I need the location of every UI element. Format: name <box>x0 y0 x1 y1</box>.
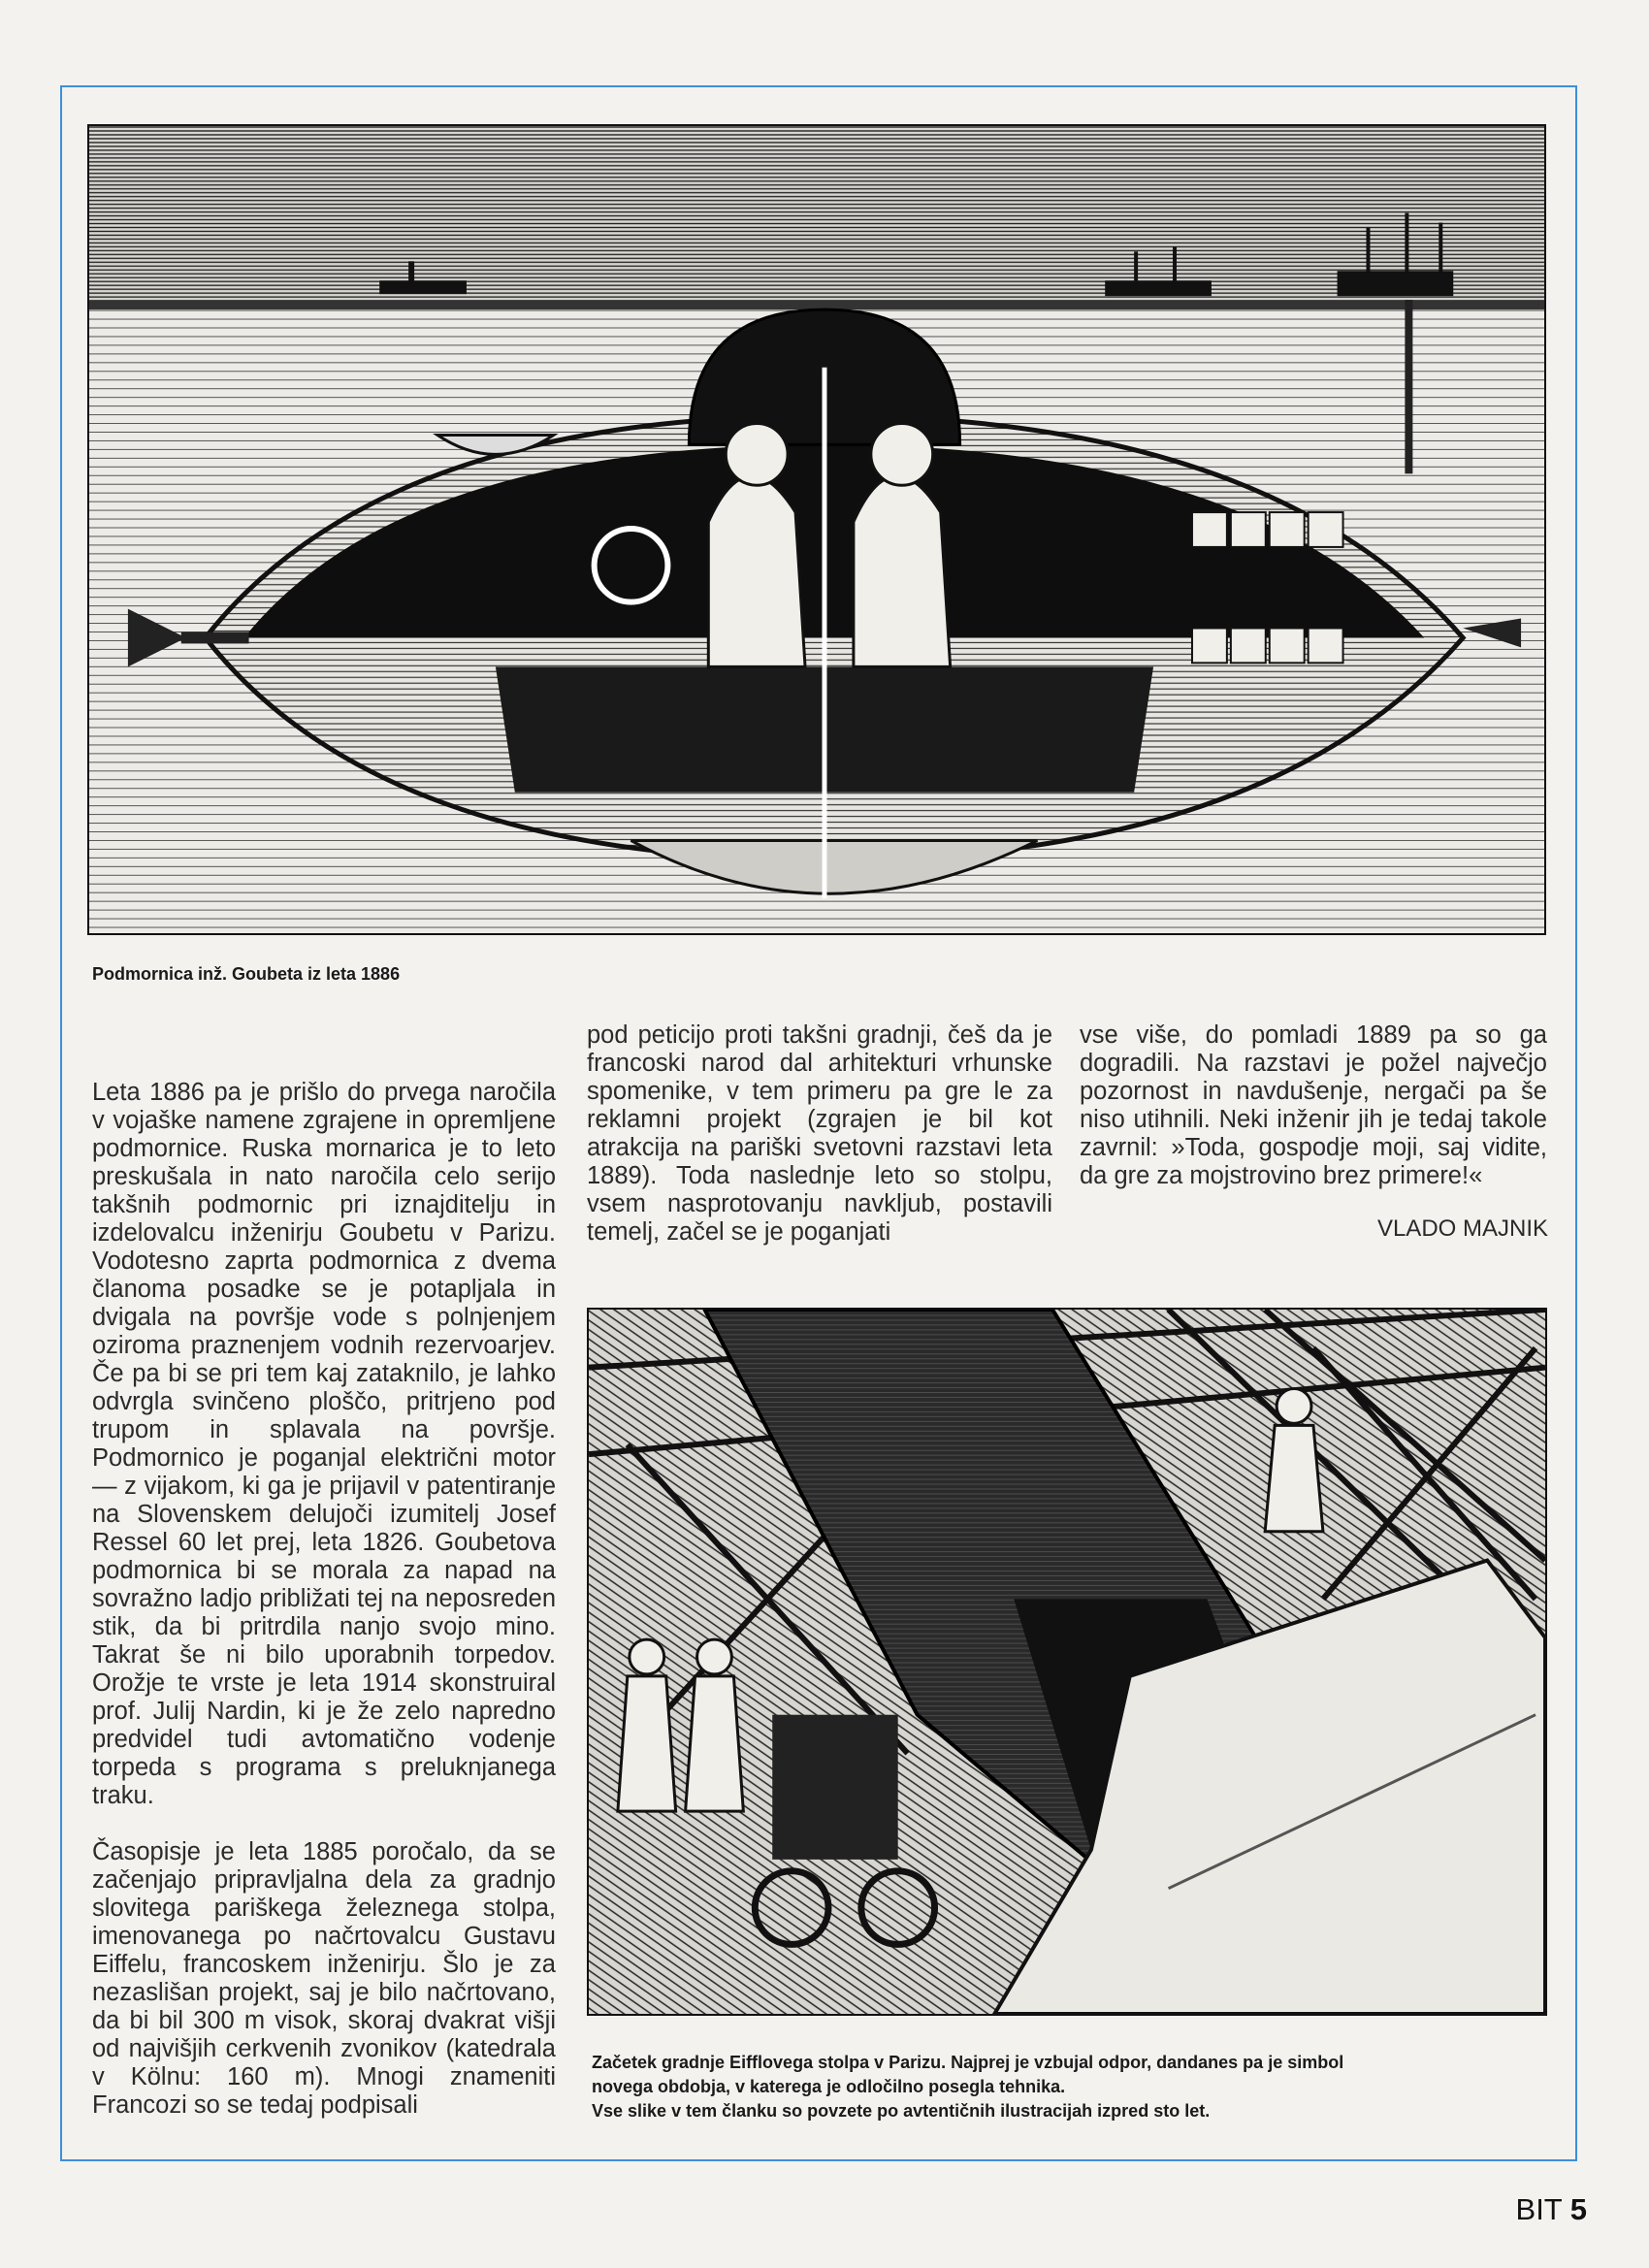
paragraph: vse više, do pomladi 1889 pa so ga dogradili. Na razstavi je požel največjo pozornost in navdušenje, nergači pa še niso utihnili. Neki inženir jih je tedaj takole zavrnil: »Toda, gospodje moji, saj vidite, da gre za mojstrovino brez primere!« <box>1080 1021 1547 1189</box>
tower-caption-line-3: Vse slike v tem članku so povzete po avtentičnih ilustracijah izpred sto let. <box>592 2101 1211 2121</box>
eiffel-tower-illustration <box>587 1308 1547 2016</box>
page-footer <box>1516 2192 1587 2227</box>
tower-construction-drawing <box>589 1310 1545 2014</box>
article-column-1 <box>92 1079 556 2120</box>
page-number: 5 <box>1569 2192 1587 2226</box>
paragraph: Časopisje je leta 1885 poročalo, da se začenjajo pripravljalna dela za gradnjo slovitega pariškega železnega stolpa, imenovanega po načrtovalcu Gustavu Eiffelu, francoskem inženirju. Šlo je za nezaslišan projekt, saj je bilo načrtovano, da bi bil 300 m visok, skoraj dvakrat višji od najvišjih cerkvenih zvonikov (katedrala v Kölnu: 160 m). Mnogi znameniti Francozi so se tedaj podpisali <box>92 1838 556 2119</box>
paragraph: Leta 1886 pa je prišlo do prvega naročila v vojaške namene zgrajene in opremljene podmornice. Ruska mornarica je to leto preskušala in nato naročila celo serijo takšnih podmornic pri iznajditelju in izdelovalcu inženirju Goubetu v Parizu. Vodotesno zaprta podmornica z dvema članoma posadke se je potapljala in dvigala na površje vode s polnjenjem oziroma praznenjem vodnih rezervoarjev. Če pa bi se pri tem kaj zataknilo, je lahko odvrgla svinčeno ploščo, pritrjeno pod trupom in splavala na površje. Podmornico je poganjal električni motor — z vijakom, ki ga je prijavil v patentiranje na Slovenskem delujoči izumitelj Josef Ressel 60 let prej, leta 1826. Goubetova podmornica bi se morala za napad na sovražno ladjo približati tej na neposreden stik, da bi pritrdila nanjo svojo mino. Takrat še ni bilo uporabnih torpedov. Orožje te vrste je leta 1914 skonstruiral prof. Julij Nardin, ki je že zelo napredno predvidel tudi avtomatično vodenje torpeda s programa s preluknjanega traku. <box>92 1079 556 1809</box>
article-column-2 <box>587 1021 1052 1247</box>
tower-caption <box>592 2051 1552 2123</box>
magazine-name: BIT <box>1515 2192 1563 2226</box>
tower-caption-line-2: novega obdobja, v katerega je odločilno posegla tehnika. <box>592 2077 1066 2096</box>
paragraph: pod peticijo proti takšni gradnji, češ da je francoski narod dal arhitekturi vrhunske spomenike, v tem primeru pa gre le za reklamni projekt (zgrajen je bil kot atrakcija na pariški svetovni razstavi leta 1889). Toda naslednje leto so stolpu, vsem nasprotovanju navkljub, postavili temelj, začel se je poganjati <box>587 1021 1052 1246</box>
submarine-illustration <box>87 124 1546 935</box>
submarine-drawing <box>89 126 1544 933</box>
article-column-3 <box>1080 1021 1547 1190</box>
submarine-caption: Podmornica inž. Goubeta iz leta 1886 <box>92 964 401 984</box>
author-byline: VLADO MAJNIK <box>1376 1215 1548 1242</box>
tower-caption-line-1: Začetek gradnje Eifflovega stolpa v Parizu. Najprej je vzbujal odpor, dandanes pa je simbol <box>592 2053 1344 2072</box>
